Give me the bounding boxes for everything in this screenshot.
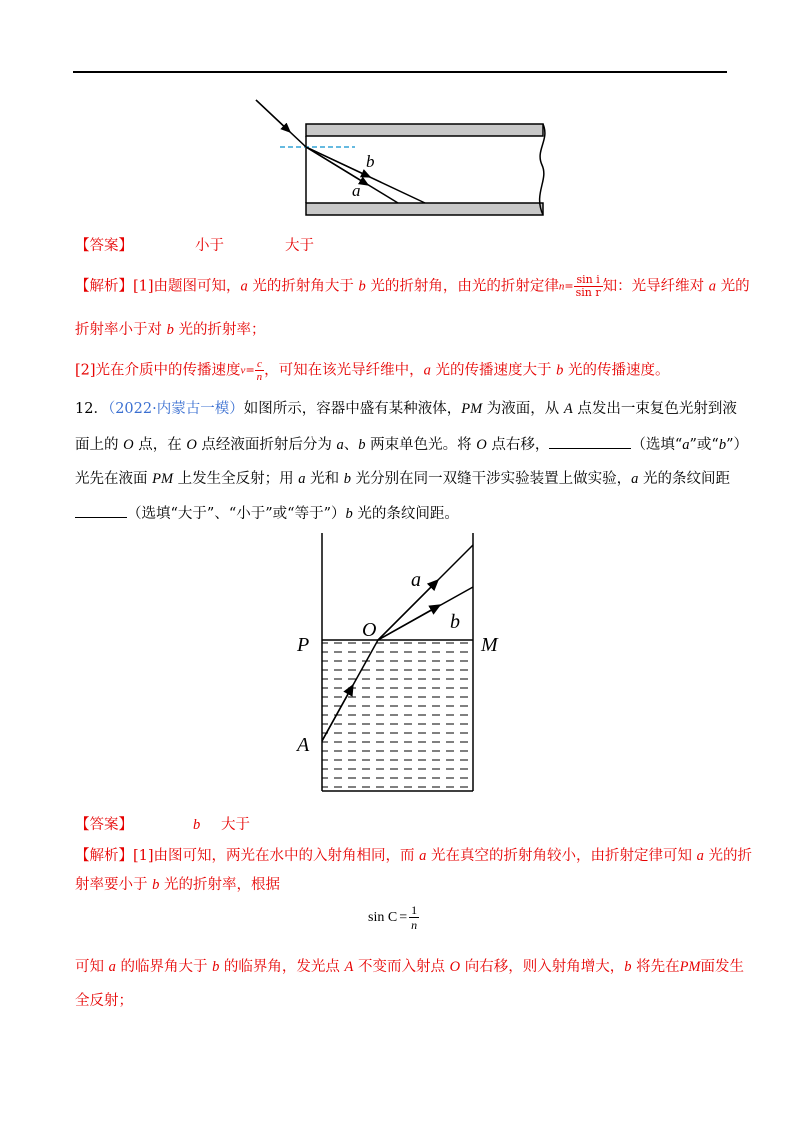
label-b: b	[450, 611, 460, 633]
label-M: M	[481, 634, 498, 656]
analysis-2-line-3: 可知 a 的临界角大于 b 的临界角，发光点 A 不变而入射点 O 向右移，则入射角增大，b 将先在PM面发生	[75, 959, 745, 975]
question-number: 12．	[75, 401, 108, 417]
answer-blank-1[interactable]	[549, 434, 631, 449]
liquid	[322, 640, 473, 791]
question-12-line-3: 光先在液面 PM 上发生全反射；用 a 光和 b 光分别在同一双缝干涉实验装置上做实验，a 光的条纹间距	[75, 471, 730, 487]
answer-2	[75, 815, 250, 835]
analysis-1-line-2: 折射率小于对 b 光的折射率；	[75, 322, 266, 338]
fiber-break-line	[540, 124, 545, 215]
analysis-tag: 【解析】	[75, 848, 133, 864]
label-P: P	[297, 634, 310, 656]
answer-tag: 【答案】	[75, 817, 133, 833]
answer-blank-2[interactable]	[75, 503, 127, 518]
fiber-bottom-cladding	[306, 203, 543, 215]
analysis-1-line-3: [2]光在介质中的传播速度v= $\frac{c}{n}$ ，可知在该光导纤维中，a 光的传播速度大于 b 光的传播速度。	[75, 358, 670, 383]
analysis-2-line-1: 【解析】[1]由图可知，两光在水中的入射角相同，而 a 光在真空的折射角较小，由折射定律可知 a 光的折	[75, 848, 752, 864]
answer-1	[75, 236, 314, 256]
analysis-tag: 【解析】	[75, 278, 133, 295]
label-b: b	[366, 152, 375, 171]
analysis-1-line-1: 【解析】[1]由题图可知，a 光的折射角大于 b 光的折射角，由光的折射定律n= $\frac{\text{sin i}}{\text{sin r}}$ 知：光导纤维对 a 光的	[75, 273, 750, 299]
answer-tag: 【答案】	[75, 238, 133, 254]
refraction-law-formula: n= $\frac{\text{sin i}}{\text{sin r}}$	[558, 273, 601, 299]
question-12-line-2: 面上的 O 点，在 O 点经液面折射后分为 a、b 两束单色光。将 O 点右移， （选填“a”或“b”）	[75, 434, 748, 455]
header-rule	[73, 71, 727, 73]
answer-2-value-2: 大于	[221, 817, 250, 833]
answer-2-value-1: b	[193, 817, 201, 833]
question-12-line-4: （选填“大于”、“小于”或“等于”）b 光的条纹间距。	[75, 503, 459, 524]
question-source: （2022·内蒙古一模）	[107, 401, 244, 417]
answer-1-value-2: 大于	[285, 238, 314, 254]
question-12-line-1: 12．（2022·内蒙古一模）如图所示，容器中盛有某种液体，PM 为液面，从 A 点发出一束复色光射到液	[75, 401, 737, 417]
label-A: A	[297, 734, 310, 756]
answer-1-value-1: 小于	[195, 238, 224, 254]
analysis-2-line-2: 射率要小于 b 光的折射率，根据	[75, 877, 280, 893]
label-a: a	[352, 181, 361, 200]
speed-formula: v= $\frac{c}{n}$	[240, 358, 263, 383]
container-figure	[290, 530, 510, 795]
fiber-top-cladding	[306, 124, 543, 136]
critical-angle-formula: sin C = $\frac{1}{n}$	[368, 903, 418, 932]
optical-fiber-figure	[250, 95, 560, 225]
label-a: a	[411, 569, 421, 591]
analysis-2-line-4: 全反射；	[75, 993, 133, 1009]
label-O: O	[362, 619, 377, 641]
